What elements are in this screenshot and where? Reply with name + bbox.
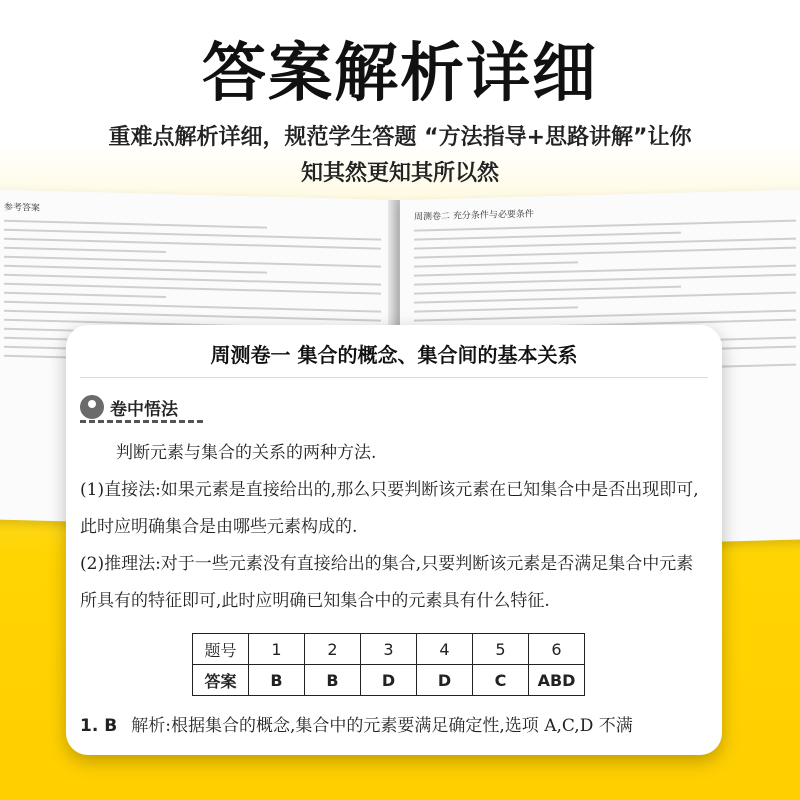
table-row bbox=[193, 634, 585, 665]
left-page-title: 参考答案 bbox=[4, 202, 41, 214]
answer-table bbox=[192, 633, 585, 696]
row-label-number: 题号 bbox=[193, 634, 249, 665]
subtitle-line-1: 重难点解析详细，规范学生答题 “方法指导+思路讲解”让你 bbox=[108, 125, 692, 150]
method-inference: (2)推理法:对于一些元素没有直接给出的集合,只要判断该元素是否满足集合中元素所具有的特征即可,此时应明确已知集合中的元素具有什么特征. bbox=[80, 554, 694, 611]
answer-cell: C bbox=[473, 665, 529, 696]
question-1-explanation bbox=[80, 711, 720, 736]
explanation-keyword: 解析 bbox=[131, 716, 166, 736]
dashed-underline bbox=[80, 420, 205, 423]
method-direct: (1)直接法:如果元素是直接给出的,那么只要判断该元素在已知集合中是否出现即可,此时应明确集合是由哪些元素构成的. bbox=[80, 480, 699, 537]
question-number: 4 bbox=[417, 634, 473, 665]
section-label: 卷中悟法 bbox=[110, 399, 178, 420]
answer-card bbox=[66, 325, 722, 755]
answer-cell: D bbox=[361, 665, 417, 696]
answer-cell: B bbox=[249, 665, 305, 696]
answer-cell: ABD bbox=[529, 665, 585, 696]
section-badge bbox=[80, 391, 178, 423]
explanation-text: :根据集合的概念,集合中的元素要满足确定性,选项 A,C,D 不满 bbox=[165, 716, 633, 736]
answer-cell: B bbox=[305, 665, 361, 696]
question-number: 2 bbox=[305, 634, 361, 665]
table-row bbox=[193, 665, 585, 696]
location-pin-icon bbox=[80, 395, 104, 419]
question-number: 3 bbox=[361, 634, 417, 665]
question-number: 1 bbox=[249, 634, 305, 665]
divider bbox=[80, 377, 708, 378]
answer-cell: D bbox=[417, 665, 473, 696]
question-answer: B bbox=[104, 716, 118, 736]
intro-text: 判断元素与集合的关系的两种方法. bbox=[116, 443, 377, 463]
headline: 答案解析详细 bbox=[202, 37, 598, 111]
question-number: 6 bbox=[529, 634, 585, 665]
question-number: 5 bbox=[473, 634, 529, 665]
question-number-label: 1. bbox=[80, 716, 99, 736]
card-title: 周测卷一 集合的概念、集合间的基本关系 bbox=[210, 343, 578, 367]
right-page-title: 周测卷二 充分条件与必要条件 bbox=[414, 209, 534, 223]
subtitle-line-2: 知其然更知其所以然 bbox=[300, 161, 499, 186]
row-label-answer: 答案 bbox=[193, 665, 249, 696]
